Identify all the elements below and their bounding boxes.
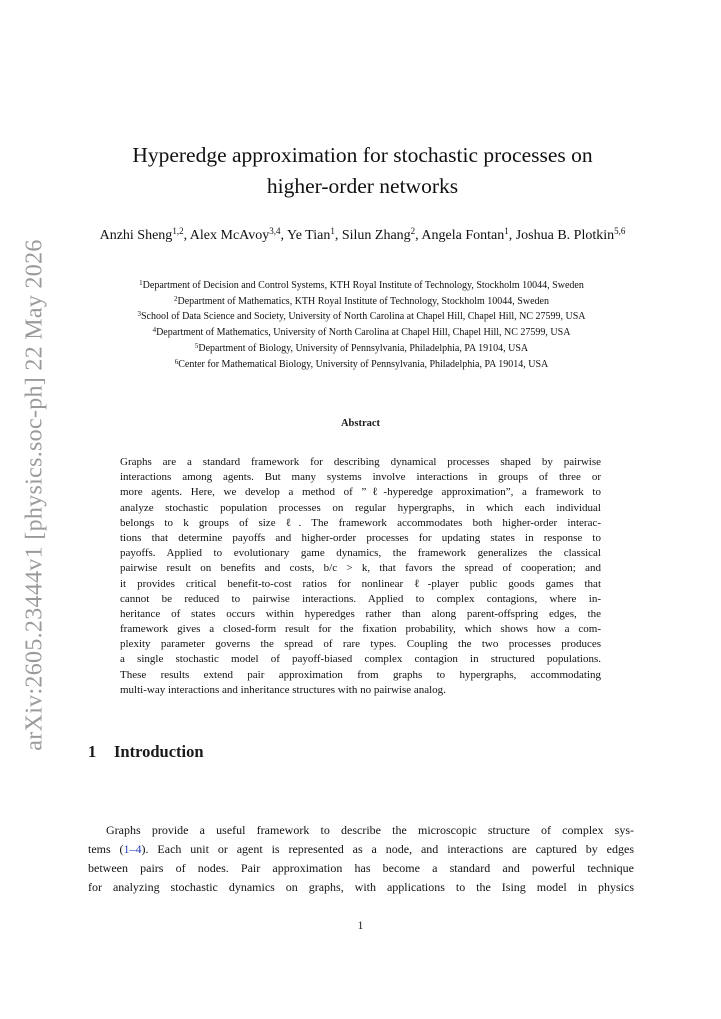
author-name: Angela Fontan — [421, 228, 505, 243]
abstract-line: pairwise result on benefits and costs, b/c > k, that favors the spread of cooperation; and — [120, 562, 601, 575]
author-name: Alex McAvoy — [189, 228, 270, 243]
author-affil-mark: 1,2 — [172, 226, 184, 236]
abstract-line: Graphs are a standard framework for describing dynamical processes shaped by pairwise — [120, 456, 601, 468]
abstract-line: a single stochastic model of payoff-biased complex contagion in structured populations. — [120, 653, 601, 666]
affiliation: $^5$Department of Biology, University of Pennsylvania, Philadelphia, PA 19104, USA — [194, 341, 529, 354]
abstract-line: analyze stochastic population processes on regular hypergraphs, in which each individual — [120, 501, 601, 514]
author — [516, 228, 626, 243]
paragraph-line: for analyzing stochastic dynamics on graphs, with applications to the Ising model in physics — [88, 880, 634, 894]
author-name: Ye Tian — [286, 228, 331, 243]
citation-link[interactable]: 1–4 — [123, 842, 142, 856]
abstract-line: interactions among agents. But many systems involve interactions in groups of three or — [120, 471, 601, 484]
author: Alex McAvoy$^{3,4}$, — [189, 226, 287, 243]
section-title: Introduction — [114, 742, 204, 761]
author-list — [86, 226, 639, 245]
abstract-line: tions that determine payoffs and higher-order processes for updating states in response to — [120, 531, 601, 544]
affiliation: $^4$Department of Mathematics, University of North Carolina at Chapel Hill, Chapel Hill, NC 27599, USA — [152, 326, 571, 339]
arxiv-identifier: arXiv:2605.23444v1 [physics.soc-ph] 22 May 2026 — [21, 239, 48, 751]
author-affil-mark: 1 — [330, 226, 335, 236]
paragraph-line: between pairs of nodes. Pair approximation has become a standard and powerful technique — [88, 861, 634, 875]
abstract-line: more agents. Here, we develop a method of ”ℓ-hyperedge approximation”, a framework to — [120, 486, 601, 499]
arxiv-stamp — [20, 239, 50, 751]
author: Silun Zhang$^2$, — [341, 226, 422, 243]
title-line-1: Hyperedge approximation for stochastic processes on — [132, 143, 593, 167]
author: Ye Tian$^1$, — [286, 226, 342, 243]
introduction-paragraph — [88, 821, 634, 897]
author-affil-mark: 3,4 — [269, 226, 281, 236]
page-number: 1 — [357, 920, 364, 932]
affiliation: $^6$Center for Mathematical Biology, University of Pennsylvania, Philadelphia, PA 19014, USA — [174, 357, 549, 370]
paragraph-line: Graphs provide a useful framework to describe the microscopic structure of complex sys- — [106, 823, 634, 837]
abstract-line: multi-way interactions and inheritance structures with no pairwise analog. — [120, 683, 446, 696]
author-name: Joshua B. Plotkin — [515, 228, 615, 243]
abstract-line: These results extend pair approximation from graphs to hypergraphs, accommodating — [120, 668, 601, 681]
section-heading — [88, 742, 204, 762]
abstract-line: plexity parameter governs the spread of rare types. Coupling the two processes produces — [120, 638, 601, 651]
author-affil-mark: 1 — [504, 226, 509, 236]
abstract-heading: Abstract — [340, 418, 381, 429]
author-affil-mark: 2 — [410, 226, 416, 236]
author-name: Anzhi Sheng — [99, 228, 173, 243]
abstract-line: cannot be reduced to pairwise interactions. Applied to complex contagions, where in- — [120, 592, 601, 605]
paragraph-line: tems (1–4). Each unit or agent is represented as a node, and interactions are captured by edges — [88, 842, 634, 856]
affiliation-list — [80, 278, 643, 372]
abstract-line: heritance of states occurs within hyperedges rather than along parent-offspring edges, the — [120, 607, 601, 620]
author: Angela Fontan$^1$, — [421, 226, 516, 243]
author-affil-mark: 5,6 — [614, 226, 626, 236]
title-line-2: higher-order networks — [266, 174, 459, 198]
abstract-line: framework gives a closed-form result for the fixation probability, which shows how a com- — [120, 623, 601, 636]
section-number: 1 — [88, 742, 97, 761]
abstract-body — [120, 455, 601, 698]
author: Anzhi Sheng$^{1,2}$, — [99, 226, 190, 243]
affiliation: $^1$Department of Decision and Control Systems, KTH Royal Institute of Technology, Stockholm 10044, Sweden — [139, 279, 584, 291]
abstract-line: belongs to k groups of size ℓ. The framework accommodates both higher-order interac- — [120, 516, 601, 529]
paper-title — [90, 140, 635, 202]
abstract-line: it provides critical benefit-to-cost ratios for nonlinear ℓ-player public goods games that — [120, 577, 601, 590]
affiliation: $^2$Department of Mathematics, KTH Royal Institute of Technology, Stockholm 10044, Sweden — [174, 294, 549, 307]
affiliation: $^3$School of Data Science and Society, University of North Carolina at Chapel Hill, Chapel Hill, NC 27599, USA — [137, 310, 586, 323]
abstract-line: payoffs. Applied to evolutionary game dynamics, the framework generalizes the classical — [120, 547, 601, 560]
author-name: Silun Zhang — [341, 228, 411, 243]
